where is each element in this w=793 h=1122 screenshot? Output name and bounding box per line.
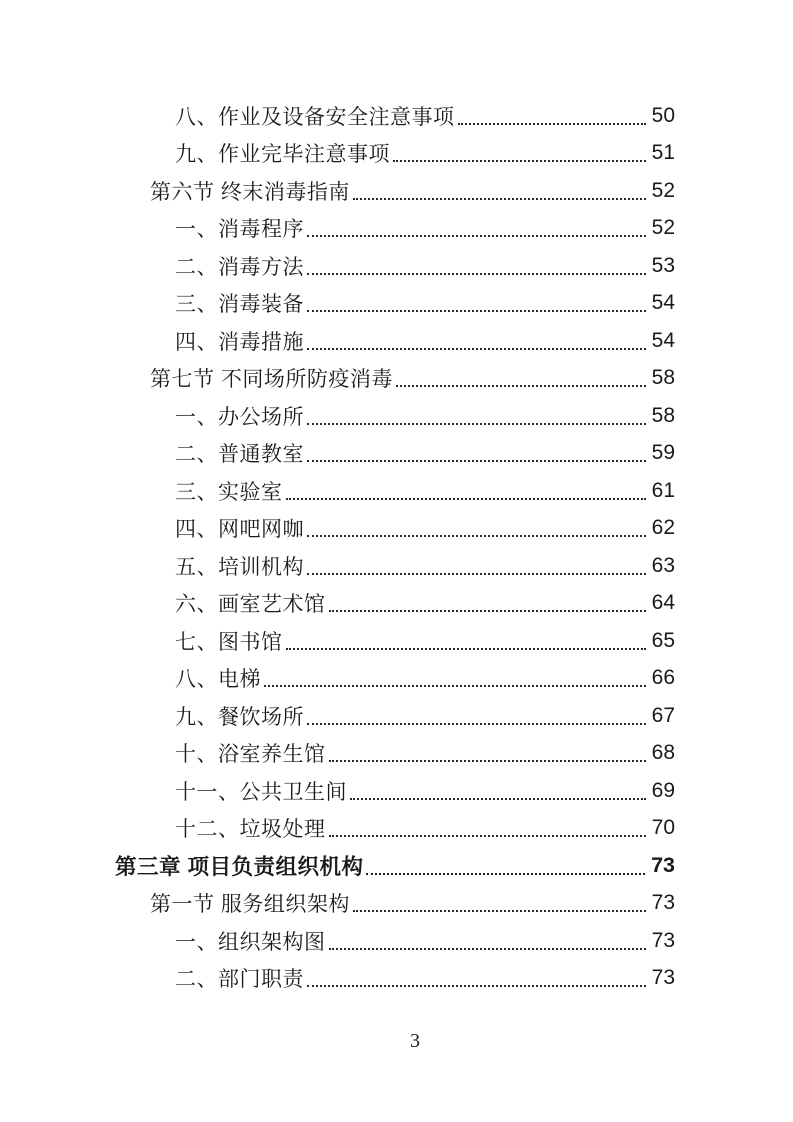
toc-entry-label: 五、培训机构 xyxy=(175,555,304,579)
toc-leader-dots xyxy=(329,610,646,612)
toc-entry-page-number: 52 xyxy=(651,178,675,202)
toc-leader-dots xyxy=(393,160,646,162)
toc-entry-page-number: 53 xyxy=(651,253,675,277)
toc-entry-label: 十一、公共卫生间 xyxy=(175,780,347,804)
toc-entry xyxy=(115,810,675,848)
toc-entry-page-number: 69 xyxy=(651,778,675,802)
toc-entry xyxy=(115,472,675,510)
toc-leader-dots xyxy=(307,723,646,725)
toc-leader-dots xyxy=(396,385,646,387)
toc-entry-label: 二、消毒方法 xyxy=(175,255,304,279)
toc-entry xyxy=(115,247,675,285)
toc-entry-label: 六、画室艺术馆 xyxy=(175,593,326,617)
toc-entry-label: 八、电梯 xyxy=(175,668,261,692)
toc-entry-page-number: 54 xyxy=(651,328,675,352)
toc-entry-page-number: 64 xyxy=(651,591,675,615)
toc-leader-dots xyxy=(307,985,646,987)
toc-entry xyxy=(115,172,675,210)
toc-leader-dots xyxy=(350,798,646,800)
toc-leader-dots xyxy=(307,273,646,275)
toc-entry-label: 二、部门职责 xyxy=(175,968,304,992)
toc-entry-page-number: 66 xyxy=(651,666,675,690)
toc-entry xyxy=(115,697,675,735)
toc-entry xyxy=(115,510,675,548)
toc-entry xyxy=(115,885,675,923)
toc-entry xyxy=(115,97,675,135)
toc-entry xyxy=(115,397,675,435)
toc-leader-dots xyxy=(307,423,646,425)
toc-entry-page-number: 59 xyxy=(651,441,675,465)
toc-entry-label: 第一节 服务组织架构 xyxy=(150,893,350,917)
toc-entry xyxy=(115,847,675,885)
toc-entry-page-number: 54 xyxy=(651,291,675,315)
toc-entry xyxy=(115,660,675,698)
toc-entry xyxy=(115,585,675,623)
toc-entry-label: 九、餐饮场所 xyxy=(175,705,304,729)
toc-entry xyxy=(115,322,675,360)
toc-entry-label: 第六节 终末消毒指南 xyxy=(150,180,350,204)
toc-entry-label: 四、消毒措施 xyxy=(175,330,304,354)
toc-leader-dots xyxy=(329,948,646,950)
toc-entry-page-number: 50 xyxy=(651,103,675,127)
toc-entry-page-number: 73 xyxy=(651,966,675,990)
toc-entry-label: 一、组织架构图 xyxy=(175,930,326,954)
toc-entry-page-number: 58 xyxy=(651,366,675,390)
toc-leader-dots xyxy=(329,760,646,762)
toc-entry xyxy=(115,435,675,473)
toc-entry-label: 四、网吧网咖 xyxy=(175,518,304,542)
toc-leader-dots xyxy=(458,123,646,125)
toc-entry-page-number: 58 xyxy=(651,403,675,427)
toc-entry xyxy=(115,922,675,960)
toc-entry xyxy=(115,210,675,248)
toc-entry xyxy=(115,285,675,323)
toc-leader-dots xyxy=(307,235,646,237)
toc-entry-label: 十二、垃圾处理 xyxy=(175,818,326,842)
toc-leader-dots xyxy=(264,685,646,687)
toc-entry xyxy=(115,547,675,585)
toc-entry xyxy=(115,735,675,773)
toc-entry xyxy=(115,135,675,173)
toc-entry-page-number: 73 xyxy=(651,891,675,915)
toc-entry-label: 一、办公场所 xyxy=(175,405,304,429)
table-of-contents xyxy=(115,97,675,997)
toc-leader-dots xyxy=(353,198,646,200)
toc-entry xyxy=(115,772,675,810)
toc-leader-dots xyxy=(286,498,646,500)
toc-entry xyxy=(115,360,675,398)
toc-entry-label: 三、实验室 xyxy=(175,480,283,504)
toc-entry-label: 七、图书馆 xyxy=(175,630,283,654)
toc-leader-dots xyxy=(366,873,645,875)
toc-entry-page-number: 73 xyxy=(651,928,675,952)
toc-entry-page-number: 61 xyxy=(651,478,675,502)
toc-entry-page-number: 51 xyxy=(651,141,675,165)
page-number: 3 xyxy=(410,1030,420,1052)
toc-entry-label: 十、浴室养生馆 xyxy=(175,743,326,767)
toc-entry xyxy=(115,622,675,660)
toc-entry-page-number: 68 xyxy=(651,741,675,765)
toc-leader-dots xyxy=(307,460,646,462)
toc-entry-page-number: 63 xyxy=(651,553,675,577)
toc-entry-page-number: 65 xyxy=(651,628,675,652)
toc-leader-dots xyxy=(307,310,646,312)
toc-entry-label: 二、普通教室 xyxy=(175,443,304,467)
toc-entry-page-number: 62 xyxy=(651,516,675,540)
toc-leader-dots xyxy=(307,348,646,350)
toc-entry-label: 第三章 项目负责组织机构 xyxy=(115,855,364,880)
toc-entry-page-number: 52 xyxy=(651,216,675,240)
toc-entry xyxy=(115,960,675,998)
toc-entry-label: 三、消毒装备 xyxy=(175,293,304,317)
toc-entry-label: 第七节 不同场所防疫消毒 xyxy=(150,368,393,392)
toc-leader-dots xyxy=(307,573,646,575)
toc-leader-dots xyxy=(307,535,646,537)
toc-entry-label: 八、作业及设备安全注意事项 xyxy=(175,105,455,129)
toc-entry-label: 一、消毒程序 xyxy=(175,218,304,242)
toc-leader-dots xyxy=(286,648,646,650)
toc-entry-page-number: 67 xyxy=(651,703,675,727)
toc-leader-dots xyxy=(353,910,646,912)
toc-entry-page-number: 73 xyxy=(651,853,675,878)
toc-entry-page-number: 70 xyxy=(651,816,675,840)
toc-leader-dots xyxy=(329,835,646,837)
toc-entry-label: 九、作业完毕注意事项 xyxy=(175,143,390,167)
